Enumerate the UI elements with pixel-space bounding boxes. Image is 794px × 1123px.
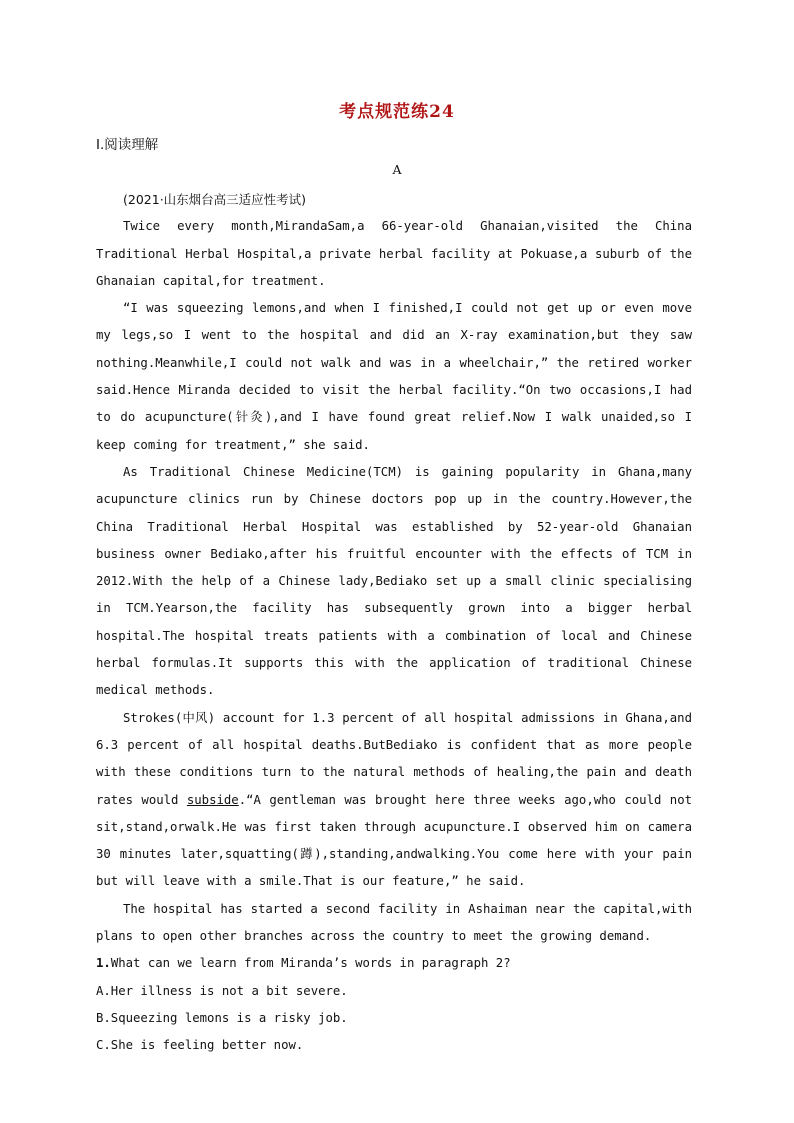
- section-heading: Ⅰ.阅读理解: [96, 137, 159, 153]
- question-text: What can we learn from Miranda’s words in paragraph 2?: [110, 956, 511, 971]
- question-1: [96, 950, 692, 977]
- option-a: A.Her illness is not a bit severe.: [96, 983, 348, 998]
- paragraph-4-part-1: Strokes(中风) account for 1.3 percent of all hospital admissions in Ghana,and 6.3 percent of all hospital deaths.ButBediako is confident that as more people with these conditions turn to the natural methods of healing,the pain and death rates would: [96, 710, 692, 807]
- source-note: (2021·山东烟台高三适应性考试): [123, 192, 307, 207]
- paragraph-4-part-2: .“A gentleman was brought here three weeks ago,who could not sit,stand,orwalk.He was first taken through acupuncture.I observed him on camera 30 minutes later,squatting(蹲),standing,andwalking.You come here with your pain but will leave with a smile.That is our feature,” he said.: [96, 792, 693, 889]
- passage-label: A: [392, 162, 402, 177]
- paragraph-4: [96, 705, 692, 896]
- paragraph-5: The hospital has started a second facility in Ashaiman near the capital,with plans to open other branches across the country to meet the growing demand.: [96, 901, 692, 944]
- option-b: B.Squeezing lemons is a risky job.: [96, 1010, 348, 1025]
- paragraph-2: “I was squeezing lemons,and when I finished,I could not get up or even move my legs,so I went to the hospital and did an X-ray examination,but they saw nothing.Meanwhile,I could not walk and was in a wheelchair,” the retired worker said.Hence Miranda decided to visit the herbal facility.“On two occasions,I had to do acupuncture(针灸),and I have found great relief.Now I walk unaided,so I keep coming for treatment,” she said.: [96, 301, 692, 452]
- paragraph-1: Twice every month,MirandaSam,a 66-year-old Ghanaian,visited the China Traditional Herbal Hospital,a private herbal facility at Pokuase,a suburb of the Ghanaian capital,for treatment.: [96, 219, 692, 288]
- underlined-word: subside: [186, 792, 239, 807]
- option-c: C.She is feeling better now.: [96, 1038, 304, 1053]
- question-number: 1.: [96, 956, 111, 971]
- passage-body: [96, 186, 692, 1060]
- page-title: 考点规范练24: [339, 102, 455, 122]
- paragraph-3: As Traditional Chinese Medicine(TCM) is gaining popularity in Ghana,many acupuncture clinics run by Chinese doctors pop up in the country.However,the China Traditional Herbal Hospital was established by 52-year-old Ghanaian business owner Bediako,after his fruitful encounter with the effects of TCM in 2012.With the help of a Chinese lady,Bediako set up a small clinic specialising in TCM.Yearson,the facility has subsequently grown into a bigger herbal hospital.The hospital treats patients with a combination of local and Chinese herbal formulas.It supports this with the application of traditional Chinese medical methods.: [96, 464, 692, 698]
